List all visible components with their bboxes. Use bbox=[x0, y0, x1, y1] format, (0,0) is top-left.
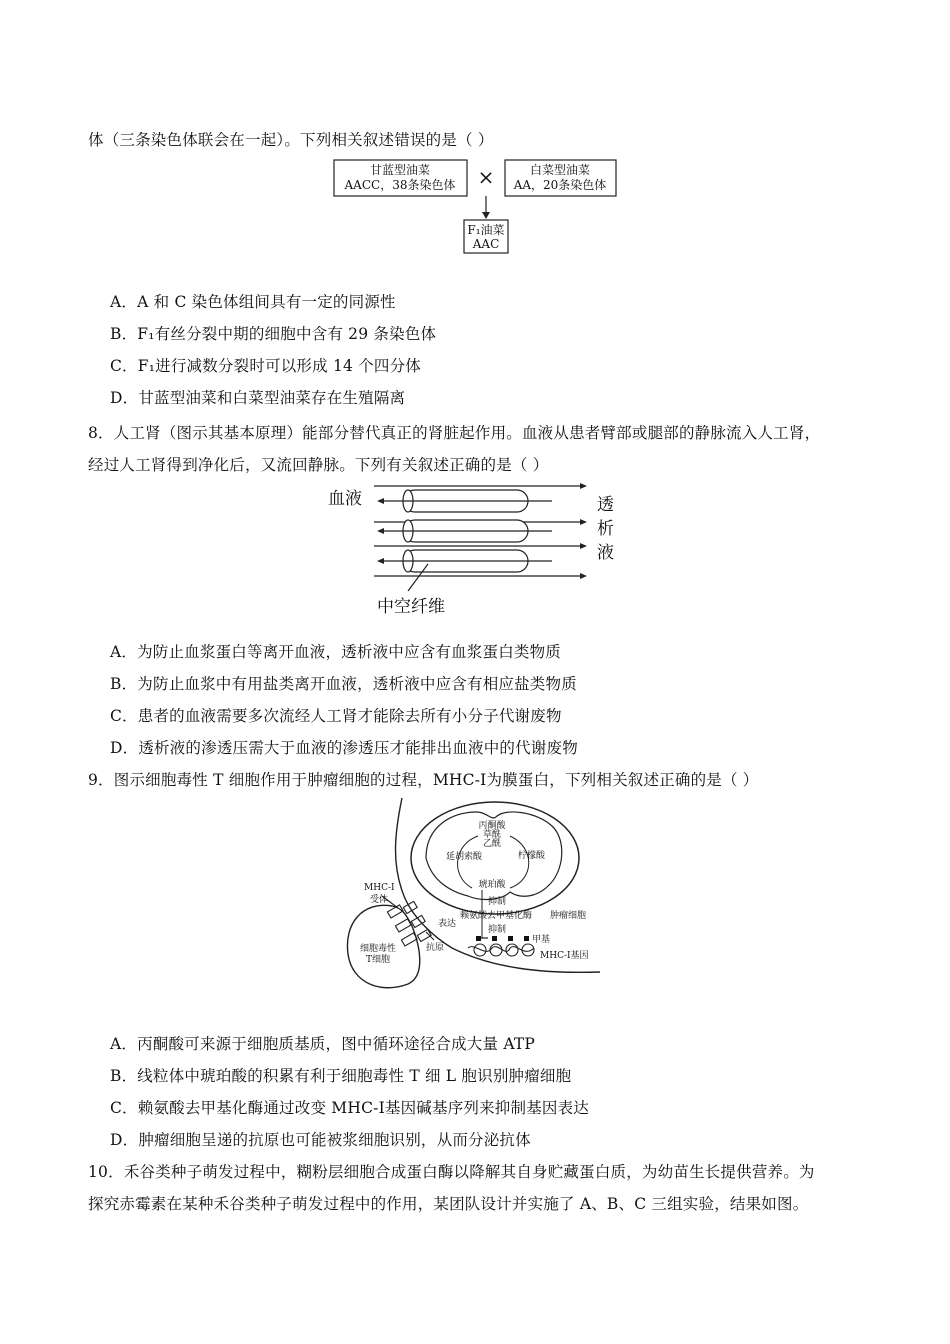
q7-option-d: D．甘蓝型油菜和白菜型油菜存在生殖隔离 bbox=[110, 389, 406, 407]
q8-option-d: D．透析液的渗透压需大于血液的渗透压才能排出血液中的代谢废物 bbox=[110, 739, 578, 757]
q8-option-c: C．患者的血液需要多次流经人工肾才能除去所有小分子代谢废物 bbox=[110, 707, 562, 725]
parent2-genome: AA，20条染色体 bbox=[513, 178, 607, 192]
f1-name: F₁油菜 bbox=[467, 223, 505, 237]
q9-option-c: C．赖氨酸去甲基化酶通过改变 MHC-Ⅰ基因碱基序列来抑制基因表达 bbox=[110, 1099, 589, 1117]
q9-tcell-tumor-diagram bbox=[342, 796, 602, 1020]
parent1-genome: AACC，38条染色体 bbox=[344, 178, 456, 192]
q7-option-c: C．F₁进行减数分裂时可以形成 14 个四分体 bbox=[110, 357, 422, 375]
oxaloacetate-label: 草酰 bbox=[482, 830, 502, 840]
q9-option-b: B．线粒体中琥珀酸的积累有利于细胞毒性 T 细 L 胞识别肿瘤细胞 bbox=[110, 1067, 572, 1085]
q7-option-b: B．F₁有丝分裂中期的细胞中含有 29 条染色体 bbox=[110, 325, 437, 343]
pyruvate-label: 丙酮酸 bbox=[478, 821, 506, 831]
enzyme-label: 赖氨酸去甲基化酶 bbox=[460, 911, 533, 921]
dialysate-label-2: 析 bbox=[597, 519, 614, 539]
dialysate-label-1: 透 bbox=[597, 495, 614, 515]
methyl-label: 甲基 bbox=[532, 935, 551, 945]
antigen-label: 抗原 bbox=[426, 943, 445, 953]
q9-option-d: D．肿瘤细胞呈递的抗原也可能被浆细胞识别，从而分泌抗体 bbox=[110, 1131, 531, 1149]
cross-symbol: × bbox=[477, 165, 495, 189]
q8-option-a: A．为防止血浆蛋白等离开血液，透析液中应含有血浆蛋白类物质 bbox=[110, 643, 561, 661]
t-cell-label-1: 细胞毒性 bbox=[359, 944, 397, 954]
mhc-gene-label: MHC-Ⅰ基因 bbox=[540, 951, 589, 961]
f1-genome: AAC bbox=[472, 237, 500, 251]
q8-stem-line1: 8．人工肾（图示其基本原理）能部分替代真正的肾脏起作用。血液从患者臂部或腿部的静脉流入人工肾， bbox=[88, 424, 821, 442]
inhibit-label-1: 抑制 bbox=[488, 897, 507, 907]
q9-option-a: A．丙酮酸可来源于细胞质基质，图中循环途径合成大量 ATP bbox=[110, 1035, 536, 1053]
tumor-cell-label: 肿瘤细胞 bbox=[550, 911, 587, 921]
acetyl-label: 乙酰 bbox=[482, 839, 502, 849]
mhc-gene-chromatin bbox=[468, 944, 534, 956]
q8-artificial-kidney-diagram bbox=[322, 478, 622, 627]
citrate-label: 柠檬酸 bbox=[518, 851, 546, 861]
q10-stem-line2: 探究赤霉素在某种禾谷类种子萌发过程中的作用，某团队设计并实施了 A、B、C 三组实验，结果如图。 bbox=[88, 1195, 809, 1213]
parent1-name: 甘蓝型油菜 bbox=[369, 163, 431, 177]
q10-stem-line1: 10．禾谷类种子萌发过程中，糊粉层细胞合成蛋白酶以降解其自身贮藏蛋白质，为幼苗生长提供营养。为 bbox=[88, 1163, 815, 1181]
q7-option-a: A．A 和 C 染色体组间具有一定的同源性 bbox=[110, 293, 396, 311]
express-label: 表达 bbox=[438, 919, 457, 929]
q8-stem-line2: 经过人工肾得到净化后，又流回静脉。下列有关叙述正确的是（ ） bbox=[88, 456, 549, 474]
down-arrow-icon bbox=[482, 212, 490, 219]
q8-option-b: B．为防止血浆中有用盐类离开血液，透析液中应含有相应盐类物质 bbox=[110, 675, 577, 693]
receptor-label: 受体 bbox=[370, 895, 389, 905]
dialysate-label-3: 液 bbox=[597, 543, 614, 563]
t-cell-label-2: T细胞 bbox=[365, 955, 391, 965]
parent2-name: 白菜型油菜 bbox=[529, 163, 591, 177]
inhibit-label-2: 抑制 bbox=[488, 925, 507, 935]
mhc-label: MHC-Ⅰ bbox=[364, 883, 395, 893]
succinate-label: 琥珀酸 bbox=[478, 880, 506, 890]
q7-stem-tail: 体（三条染色体联会在一起）。下列相关叙述错误的是（ ） bbox=[88, 131, 494, 149]
q9-stem: 9．图示细胞毒性 T 细胞作用于肿瘤细胞的过程，MHC-Ⅰ为膜蛋白，下列相关叙述正确的是（ ） bbox=[88, 771, 759, 789]
blood-label: 血液 bbox=[328, 489, 362, 509]
fumarate-label: 延胡索酸 bbox=[446, 852, 483, 862]
hollow-fiber-label: 中空纤维 bbox=[377, 597, 445, 617]
q7-cross-diagram bbox=[330, 156, 620, 260]
